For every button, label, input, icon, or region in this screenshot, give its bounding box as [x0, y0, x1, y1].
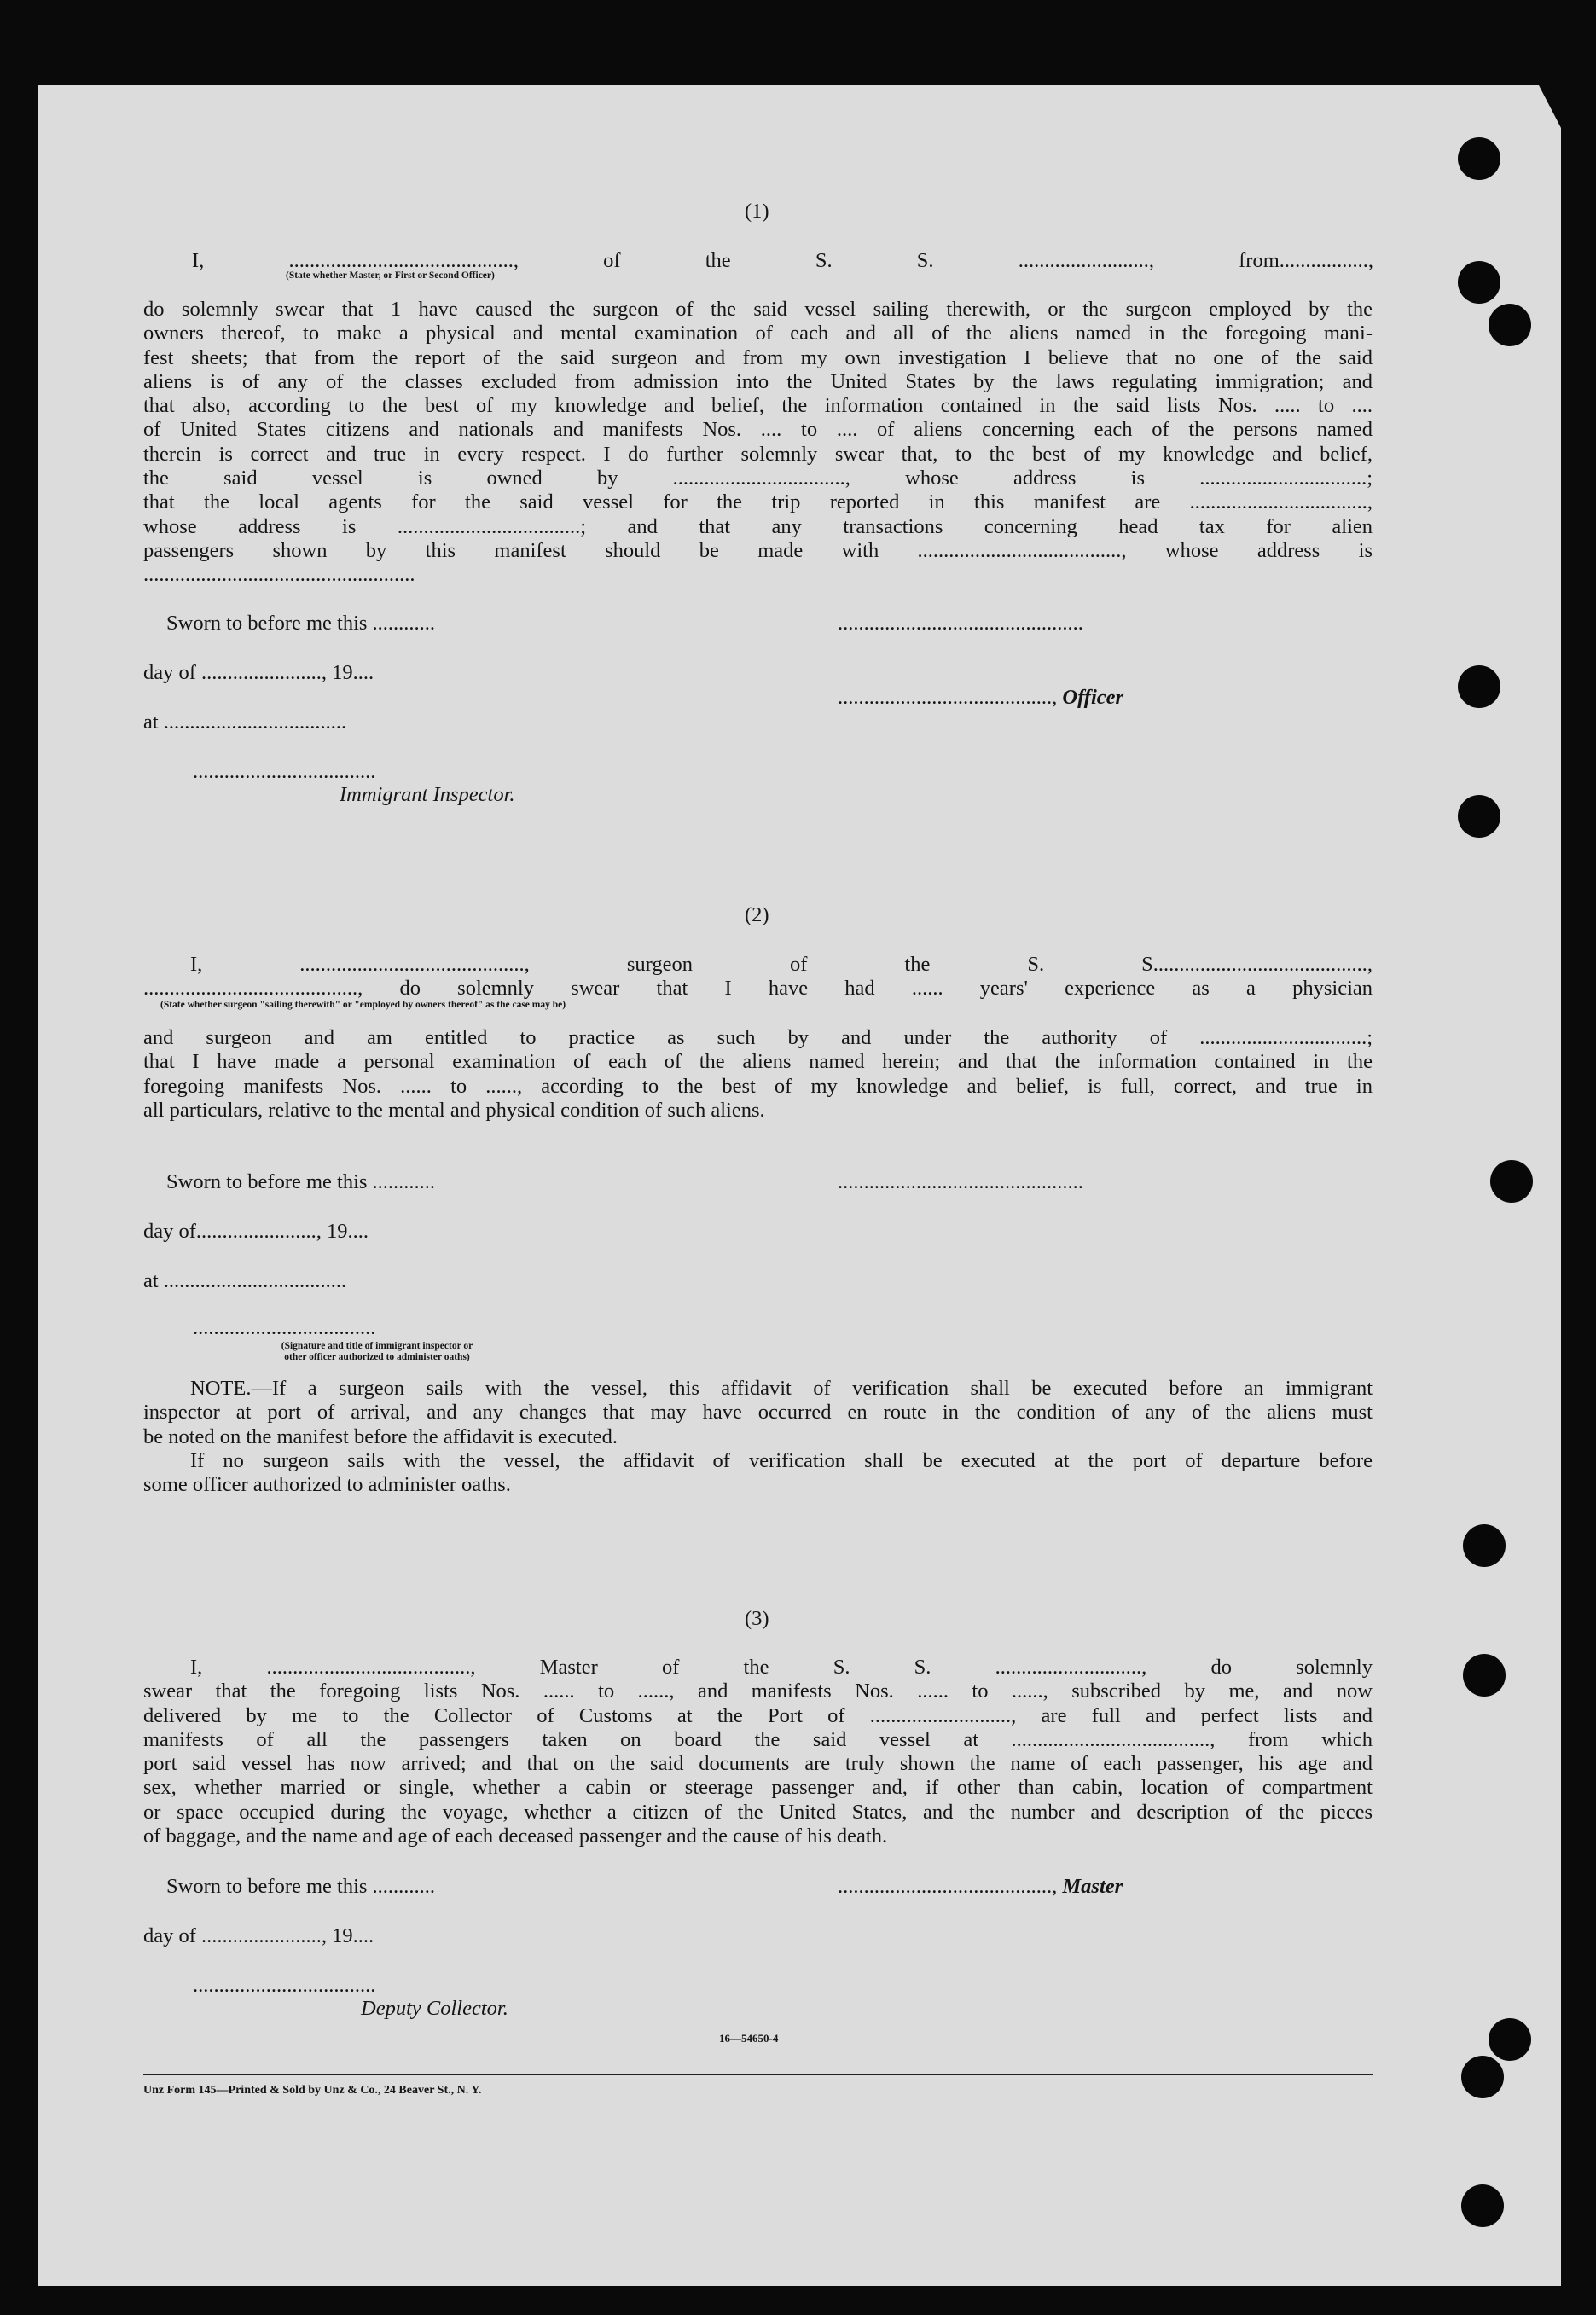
officer-dots: ........................................., — [838, 686, 1058, 709]
signature-title-hint — [198, 1341, 556, 1363]
form-code: 16—54650-4 — [719, 2032, 779, 2045]
binder-hole — [1489, 2018, 1531, 2061]
binder-hole — [1461, 2184, 1504, 2227]
binder-hole — [1463, 1654, 1506, 1697]
text-line: swear that the foregoing lists Nos. ...... to ......, and manifests Nos. ...... to ......, subscribed by me, and now — [143, 1680, 1373, 1703]
hint-line: (Signature and title of immigrant inspector or — [281, 1341, 473, 1351]
master-dots: ........................................., — [838, 1875, 1058, 1898]
text-line: I, ......................................., Master of the S. S. ............................, do solemnly — [190, 1656, 1373, 1679]
sworn-line: Sworn to before me this ............ — [166, 1875, 436, 1898]
day-line: day of......................., 19.... — [143, 1220, 369, 1243]
text-line: or space occupied during the voyage, whether a citizen of the United States, and the number and description of the pieces — [143, 1800, 1373, 1824]
officer-line — [838, 686, 1123, 710]
text-line: therein is correct and true in every respect. I do further solemnly swear that, to the best of my knowledge and belief, — [143, 442, 1373, 466]
text-line: foregoing manifests Nos. ...... to ......, according to the best of my knowledge and belief, is full, correct, and true in — [143, 1074, 1373, 1098]
day-line: day of ......................., 19.... — [143, 1924, 374, 1947]
text-line: port said vessel has now arrived; and that on the said documents are truly shown the name of each passenger, his age and — [143, 1752, 1373, 1776]
collector-label: Deputy Collector. — [361, 1997, 508, 2020]
text-line: aliens is of any of the classes excluded from admission into the United States by the laws regulating immigration; and — [143, 369, 1373, 393]
sworn-line: Sworn to before me this ............ — [166, 612, 436, 635]
text-line: of baggage, and the name and age of each deceased passenger and the cause of his death. — [143, 1825, 888, 1848]
text-line: delivered by me to the Collector of Customs at the Port of ..........................., are full and perfect lists and — [143, 1703, 1373, 1727]
text-line: all particulars, relative to the mental and physical condition of such aliens. — [143, 1098, 765, 1122]
text-line: passengers shown by this manifest should be made with ......................................., whose address is — [143, 538, 1373, 562]
officer-label: Officer — [1062, 686, 1124, 709]
hint-line: other officer authorized to administer oaths) — [284, 1352, 470, 1362]
signature-dots: ............................................... — [838, 612, 1083, 635]
at-line: at ................................... — [143, 1269, 347, 1292]
at-line: at ................................... — [143, 711, 347, 734]
binder-hole — [1489, 304, 1531, 346]
master-line — [838, 1875, 1123, 1899]
text-line: that also, according to the best of my knowledge and belief, the information contained in the said lists Nos. ..... to .... — [143, 394, 1373, 418]
collector-signature-dots: ................................... — [193, 1974, 376, 1997]
day-line: day of ......................., 19.... — [143, 661, 374, 684]
text-line: fest sheets; that from the report of the said surgeon and from my own investigation I believe that no one of the said — [143, 345, 1373, 369]
text-line: some officer authorized to administer oaths. — [143, 1473, 511, 1497]
text-line: manifests of all the passengers taken on board the said vessel at ......................................, from which — [143, 1727, 1373, 1751]
text-line: of United States citizens and nationals and manifests Nos. .... to .... of aliens concerning each of the persons named — [143, 418, 1373, 442]
section-2-number: (2) — [745, 903, 769, 926]
section-1-first-line-text: I, ..........................................., of the S. S. ........................., from................., — [192, 249, 1373, 272]
section-3-number: (3) — [745, 1607, 769, 1630]
sworn-line: Sworn to before me this ............ — [166, 1170, 436, 1193]
text-line: that I have made a personal examination of each of the aliens named herein; and that the information contained in the — [143, 1050, 1373, 1074]
text-line: I, ..........................................., surgeon of the S. S........................................., — [190, 953, 1373, 976]
binder-hole — [1463, 1524, 1506, 1567]
text-line: whose address is ...................................; and that any transactions concerning head tax for alien — [143, 514, 1373, 538]
section-1-paragraph — [143, 298, 1373, 588]
binder-hole — [1458, 137, 1500, 180]
binder-hole — [1458, 795, 1500, 838]
text-line: the said vessel is owned by ................................., whose address is ................................; — [143, 467, 1373, 490]
text-line: If no surgeon sails with the vessel, the affidavit of verification shall be executed at the port of departure before — [190, 1448, 1373, 1472]
section-1-number: (1) — [745, 200, 769, 223]
footer-rule — [143, 2074, 1373, 2075]
inspector-signature-dots: ................................... — [193, 1316, 376, 1339]
text-line: NOTE.—If a surgeon sails with the vessel, this affidavit of verification shall be executed before an immigrant — [190, 1377, 1373, 1400]
binder-hole — [1461, 2056, 1504, 2098]
text-line: .................................................... — [143, 563, 415, 587]
text-line: owners thereof, to make a physical and mental examination of each and all of the aliens named in the foregoing mani- — [143, 322, 1373, 345]
master-label: Master — [1062, 1875, 1123, 1898]
binder-hole — [1458, 261, 1500, 304]
section-2-first-lines — [143, 953, 1373, 1001]
binder-hole — [1490, 1160, 1533, 1203]
text-line: and surgeon and am entitled to practice as such by and under the authority of ................................; — [143, 1026, 1373, 1049]
text-line: be noted on the manifest before the affidavit is executed. — [143, 1424, 618, 1448]
text-line: sex, whether married or single, whether a cabin or steerage passenger and, if other than cabin, location of compartment — [143, 1776, 1373, 1800]
binder-hole — [1458, 665, 1500, 708]
text-line: inspector at port of arrival, and any changes that may have occurred en route in the condition of any of the aliens must — [143, 1401, 1373, 1424]
text-line: do solemnly swear that 1 have caused the surgeon of the said vessel sailing therewith, or the surgeon employed by the — [143, 298, 1373, 321]
inspector-label: Immigrant Inspector. — [340, 783, 515, 806]
section-1-officer-hint: (State whether Master, or First or Second Officer) — [286, 270, 495, 281]
section-2-paragraph — [143, 1026, 1373, 1123]
text-line: that the local agents for the said vessel for the trip reported in this manifest are .................................., — [143, 490, 1373, 514]
section-2-note — [143, 1377, 1373, 1497]
printer-footer: Unz Form 145—Printed & Sold by Unz & Co., 24 Beaver St., N. Y. — [143, 2084, 482, 2097]
inspector-signature-dots: ................................... — [193, 760, 376, 783]
text-line: ........................................., do solemnly swear that I have had ...... years' experience as a physician — [143, 977, 1373, 1001]
section-3-paragraph — [143, 1656, 1373, 1848]
signature-dots: ............................................... — [838, 1170, 1083, 1193]
section-2-surgeon-hint: (State whether surgeon "sailing therewith" or "employed by owners thereof" as the case may be) — [160, 1000, 566, 1010]
